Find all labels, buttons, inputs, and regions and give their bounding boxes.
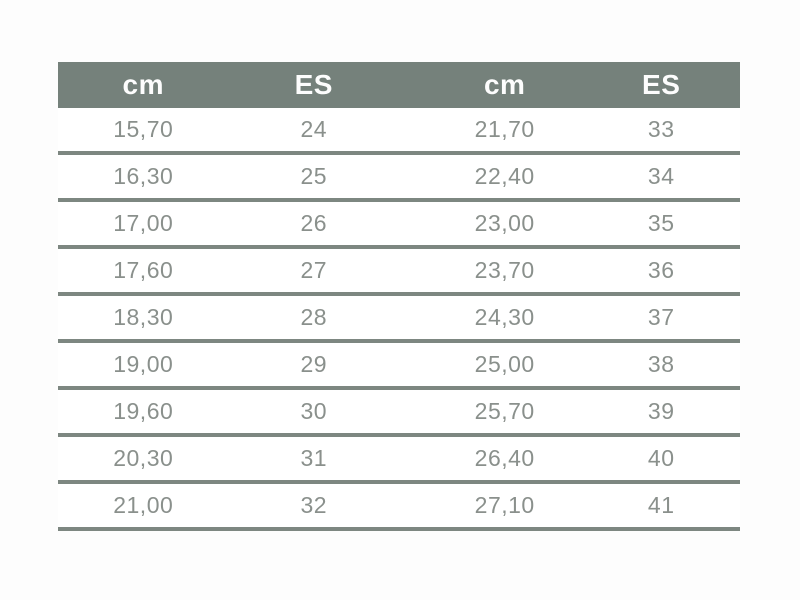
table-row [58, 343, 740, 390]
table-row [58, 390, 740, 437]
table-cell: 26 [229, 202, 400, 249]
table-row [58, 108, 740, 155]
table-cell: 22,40 [399, 155, 610, 202]
column-header-es-right: ES [610, 62, 740, 108]
table-cell: 16,30 [58, 155, 229, 202]
table-cell: 25 [229, 155, 400, 202]
table-cell: 17,00 [58, 202, 229, 249]
table-cell: 32 [229, 484, 400, 531]
column-header-es-left: ES [229, 62, 400, 108]
table-cell: 27 [229, 249, 400, 296]
table-cell: 19,00 [58, 343, 229, 390]
table-cell: 26,40 [399, 437, 610, 484]
table-cell: 15,70 [58, 108, 229, 155]
table-row [58, 249, 740, 296]
table-cell: 23,70 [399, 249, 610, 296]
table-cell: 20,30 [58, 437, 229, 484]
table-cell: 19,60 [58, 390, 229, 437]
table-row [58, 437, 740, 484]
table-row [58, 155, 740, 202]
table-cell: 27,10 [399, 484, 610, 531]
table-cell: 28 [229, 296, 400, 343]
table-row [58, 202, 740, 249]
table-row [58, 296, 740, 343]
table-cell: 21,70 [399, 108, 610, 155]
table-cell: 37 [610, 296, 740, 343]
table-cell: 38 [610, 343, 740, 390]
table-cell: 21,00 [58, 484, 229, 531]
table-cell: 17,60 [58, 249, 229, 296]
table-row [58, 484, 740, 531]
header-row [58, 62, 740, 108]
table-cell: 29 [229, 343, 400, 390]
table-cell: 36 [610, 249, 740, 296]
column-header-cm-right: cm [399, 62, 610, 108]
size-conversion-table [58, 62, 740, 531]
table-cell: 39 [610, 390, 740, 437]
table-cell: 41 [610, 484, 740, 531]
table-cell: 31 [229, 437, 400, 484]
table-cell: 40 [610, 437, 740, 484]
table-cell: 24,30 [399, 296, 610, 343]
table-cell: 24 [229, 108, 400, 155]
table-cell: 34 [610, 155, 740, 202]
column-header-cm-left: cm [58, 62, 229, 108]
table-cell: 25,00 [399, 343, 610, 390]
table-cell: 33 [610, 108, 740, 155]
table-cell: 30 [229, 390, 400, 437]
table-cell: 23,00 [399, 202, 610, 249]
table-cell: 18,30 [58, 296, 229, 343]
table-cell: 25,70 [399, 390, 610, 437]
table-cell: 35 [610, 202, 740, 249]
